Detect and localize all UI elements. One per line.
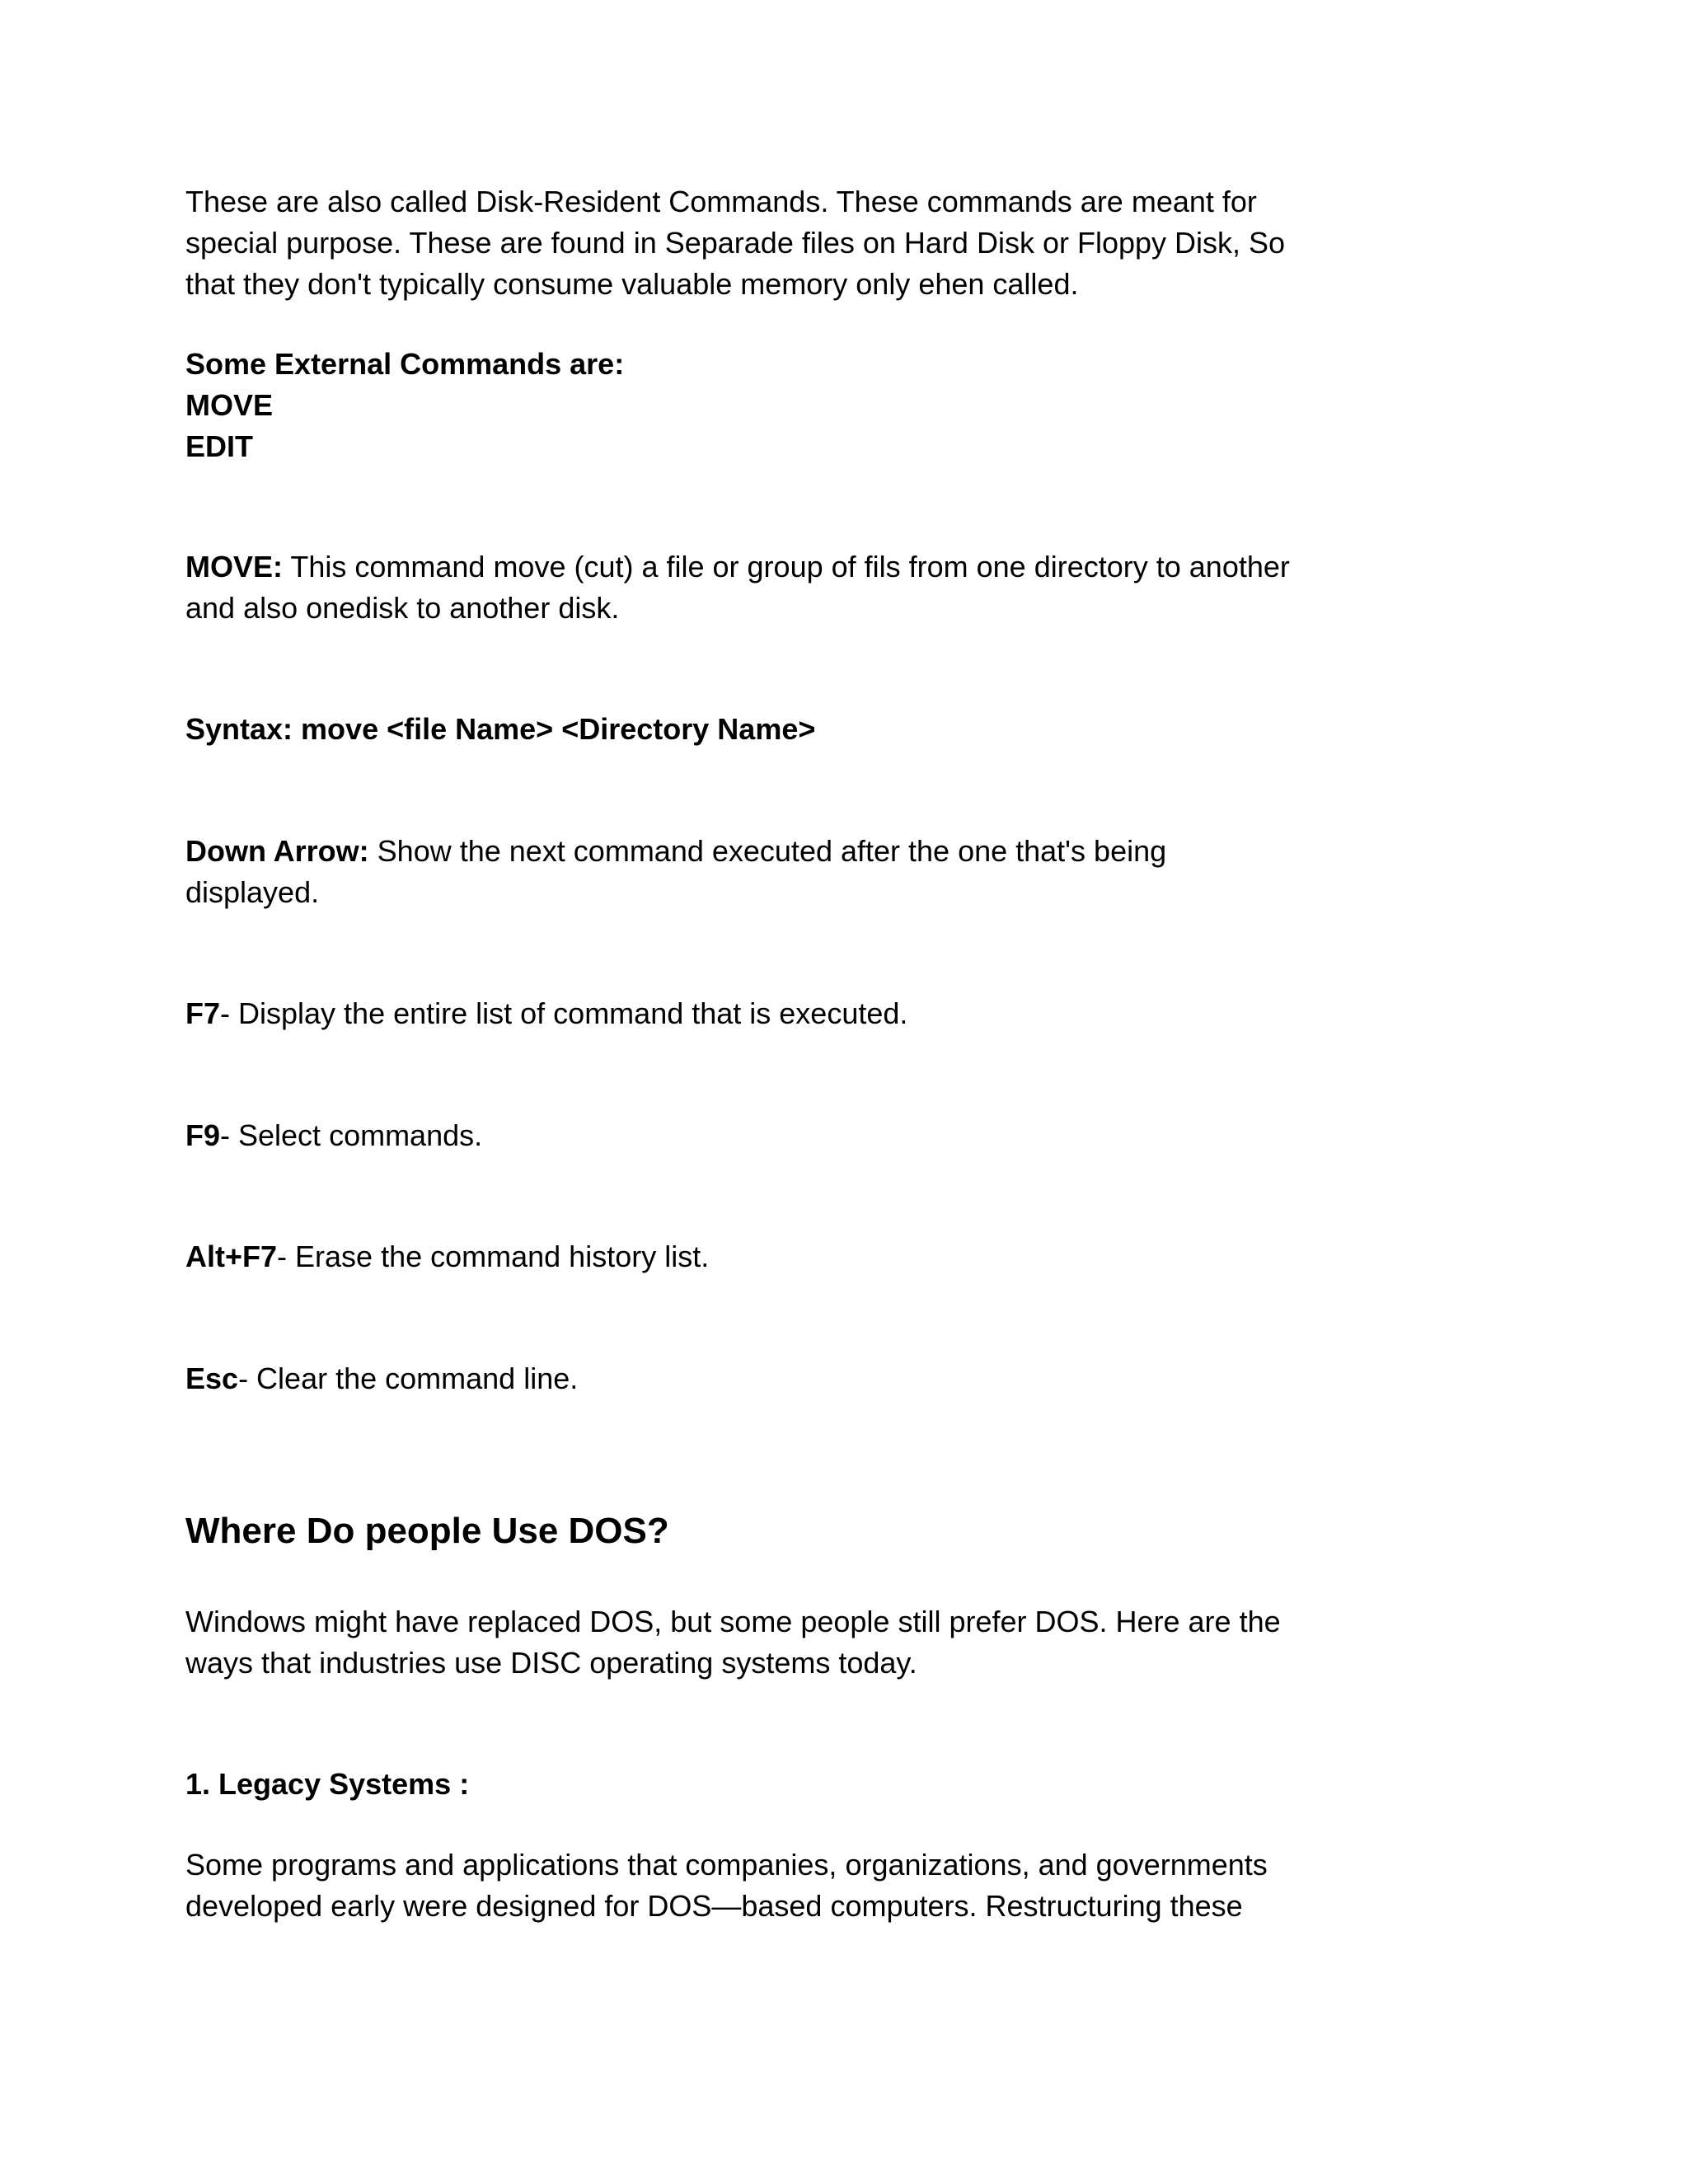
down-arrow-line-1 <box>185 831 1372 872</box>
intro-line-1: These are also called Disk-Resident Commands. These commands are meant for <box>185 185 1257 218</box>
down-arrow-term: Down Arrow: <box>185 834 369 868</box>
intro-paragraph <box>185 181 1372 305</box>
move-syntax <box>185 709 1372 750</box>
down-arrow-definition <box>185 831 1372 913</box>
down-arrow-description-1: Show the next command executed after the one that's being <box>368 834 1167 868</box>
section-line-2: ways that industries use DISC operating systems today. <box>185 1646 917 1680</box>
f9-definition <box>185 1115 1372 1156</box>
move-term: MOVE: <box>185 550 284 583</box>
move-description-1: This command move (cut) a file or group of fils from one directory to another <box>283 550 1290 583</box>
legacy-heading <box>185 1764 1372 1805</box>
section-line-1: Windows might have replaced DOS, but some people still prefer DOS. Here are the <box>185 1605 1281 1638</box>
down-arrow-description-2: displayed. <box>185 875 320 909</box>
intro-line-2: special purpose. These are found in Separade files on Hard Disk or Floppy Disk, So <box>185 226 1286 260</box>
f9-description: - Select commands. <box>220 1118 483 1152</box>
move-definition <box>185 546 1372 629</box>
move-definition-line-1 <box>185 546 1372 588</box>
esc-term: Esc <box>185 1361 239 1395</box>
move-description-2: and also onedisk to another disk. <box>185 591 620 625</box>
alt-f7-description: - Erase the command history list. <box>277 1240 710 1273</box>
esc-definition <box>185 1358 1372 1399</box>
section-paragraph <box>185 1601 1372 1684</box>
external-commands-list <box>185 344 1372 467</box>
external-command-move: MOVE <box>185 388 274 422</box>
f7-definition <box>185 993 1372 1034</box>
section-heading: Where Do people Use DOS? <box>185 1511 669 1551</box>
legacy-line-1: Some programs and applications that companies, organizations, and governments <box>185 1848 1268 1882</box>
f9-term: F9 <box>185 1118 221 1152</box>
f7-term: F7 <box>185 996 221 1030</box>
legacy-line-2: developed early were designed for DOS—based computers. Restructuring these <box>185 1889 1243 1923</box>
legacy-paragraph <box>185 1844 1372 1927</box>
alt-f7-term: Alt+F7 <box>185 1240 278 1273</box>
move-syntax-text: Syntax: move <file Name> <Directory Name> <box>185 712 816 746</box>
legacy-heading-text: 1. Legacy Systems : <box>185 1767 470 1801</box>
intro-line-3: that they don't typically consume valuable memory only ehen called. <box>185 267 1079 301</box>
external-command-edit: EDIT <box>185 429 254 463</box>
alt-f7-definition <box>185 1236 1372 1277</box>
esc-description: - Clear the command line. <box>238 1361 579 1395</box>
external-commands-heading: Some External Commands are: <box>185 347 625 381</box>
f7-description: - Display the entire list of command that is executed. <box>220 996 908 1030</box>
